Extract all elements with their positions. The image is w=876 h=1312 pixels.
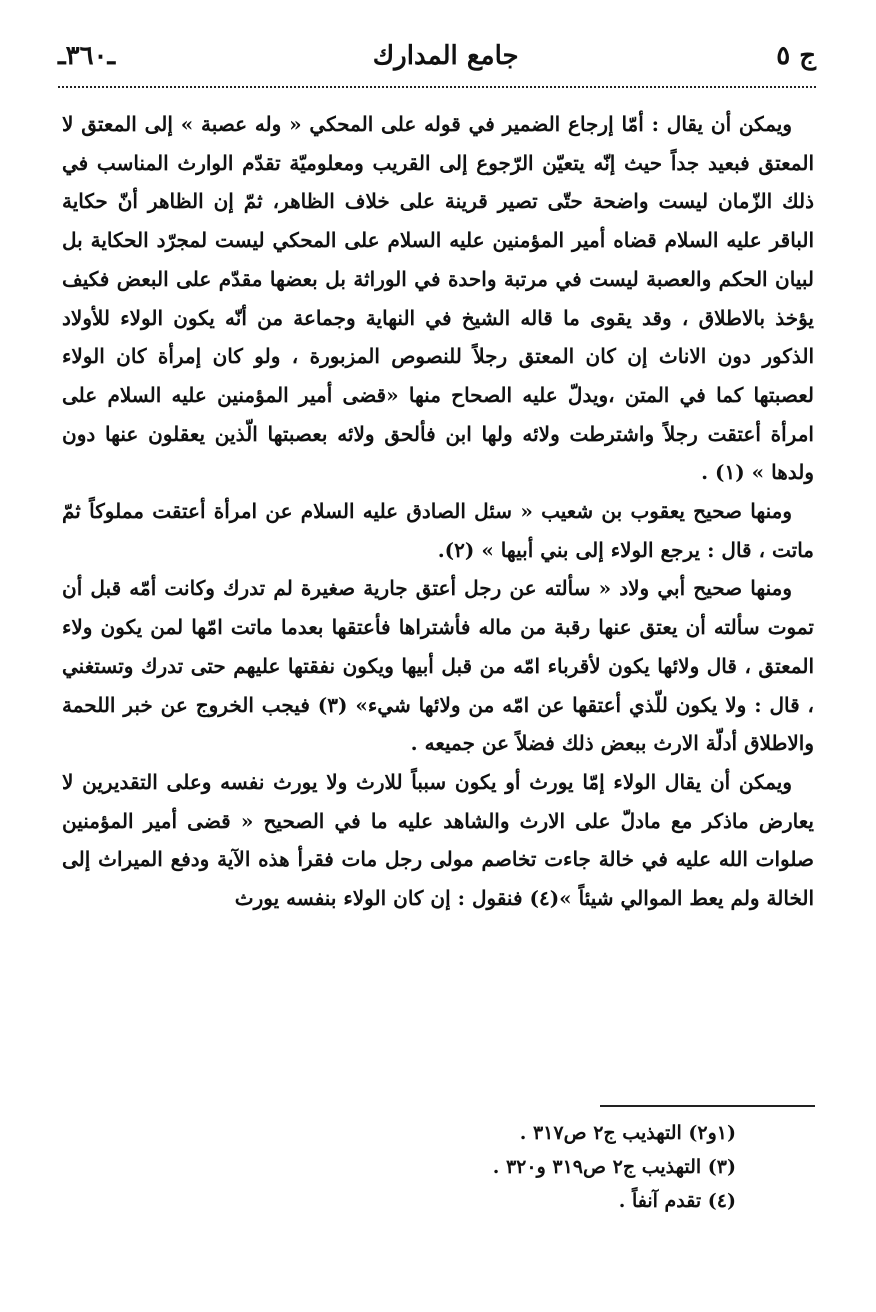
paragraph: ويمكن أن يقال : أمّا إرجاع الضمير في قوله على المحكي « وله عصبة » إلى المعتق لا المعتق فبعيد جداً حيث إنّه يتعيّن الرّجوع إلى القريب ومعلوميّة تقدّم الوارث المناسب في ذلك الزّمان ليست واضحة حتّى تصير قرينة على خلاف الظاهر، ثمّ إن الظاهر أنّ حكاية الباقر عليه السلام قضاه أمير المؤمنين عليه السلام على المحكي ليست لمجرّد الحكاية بل لبيان الحكم والعصبة ليست في مرتبة واحدة في الوراثة بل بعضها مقدّم على البعض فكيف يؤخذ بالاطلاق ، وقد يقوى ما قاله الشيخ في النهاية وجماعة من أنّه يكون الولاء للأولاد الذكور دون الاناث إن كان المعتق رجلاً للنصوص المزبورة ، ولو كان إمرأة كان الولاء لعصبتها كما في المتن ،ويدلّ عليه الصحاح منها «قضى أمير المؤمنين عليه السلام على امرأة أعتقت رجلاً واشترطت ولائه ولها ابن فألحق ولائه بعصبتها الّذين يعقلون عنها دون ولدها » (١) . [62, 112, 814, 485]
header-divider [58, 86, 816, 88]
footnote: (٣) التهذيب ج٢ ص٣١٩ و٣٢٠ . [492, 1156, 736, 1178]
paragraph: ومنها صحيح يعقوب بن شعيب « سئل الصادق عليه السلام عن امرأة أعتقت مملوكاً ثمّ ماتت ، قال : يرجع الولاء إلى بني أبيها » (٢). [62, 499, 814, 562]
paragraph: ومنها صحيح أبي ولاد « سألته عن رجل أعتق جارية صغيرة لم تدرك وكانت أمّه قبل أن تموت سألته أن يعتق عنها رقبة من ماله فأشتراها فأعتقها بعدما ماتت امّها لمن يكون ولاء المعتق ، قال ولائها يكون لأقرباء امّه من قبل أبيها ويكون نفقتها عليهم حتى تدرك وتستغني ، قال : ولا يكون للّذي أعتقها عن امّه من ولائها شيء» (٣) فيجب الخروج عن خبر اللحمة والاطلاق أدلّة الارث ببعض ذلك فضلاً عن جميعه . [62, 576, 814, 756]
running-title: جامع المدارك [372, 41, 519, 71]
footnote: (١و٢) التهذيب ج٢ ص٣١٧ . [519, 1122, 736, 1144]
footnote-divider [600, 1105, 815, 1107]
volume-label: ج ٥ [776, 41, 816, 71]
footnotes [330, 1116, 736, 1218]
footnote: (٤) تقدم آنفاً . [618, 1190, 736, 1212]
paragraph: ويمكن أن يقال الولاء إمّا يورث أو يكون سبباً للارث ولا يورث نفسه وعلى التقديرين لا يعارض ماذكر مع مادلّ على الارث والشاهد عليه ما في الصحيح « قضى أمير المؤمنين صلوات الله عليه في خالة جاءت تخاصم مولى رجل مات فقرأ هذه الآية ودفع الميراث إلى الخالة ولم يعط الموالي شيئاً »(٤) فنقول : إن كان الولاء بنفسه يورث [62, 769, 814, 911]
main-text [62, 105, 814, 918]
page-header [58, 30, 816, 82]
page-number: ـ٣٦٠ـ [58, 41, 116, 71]
